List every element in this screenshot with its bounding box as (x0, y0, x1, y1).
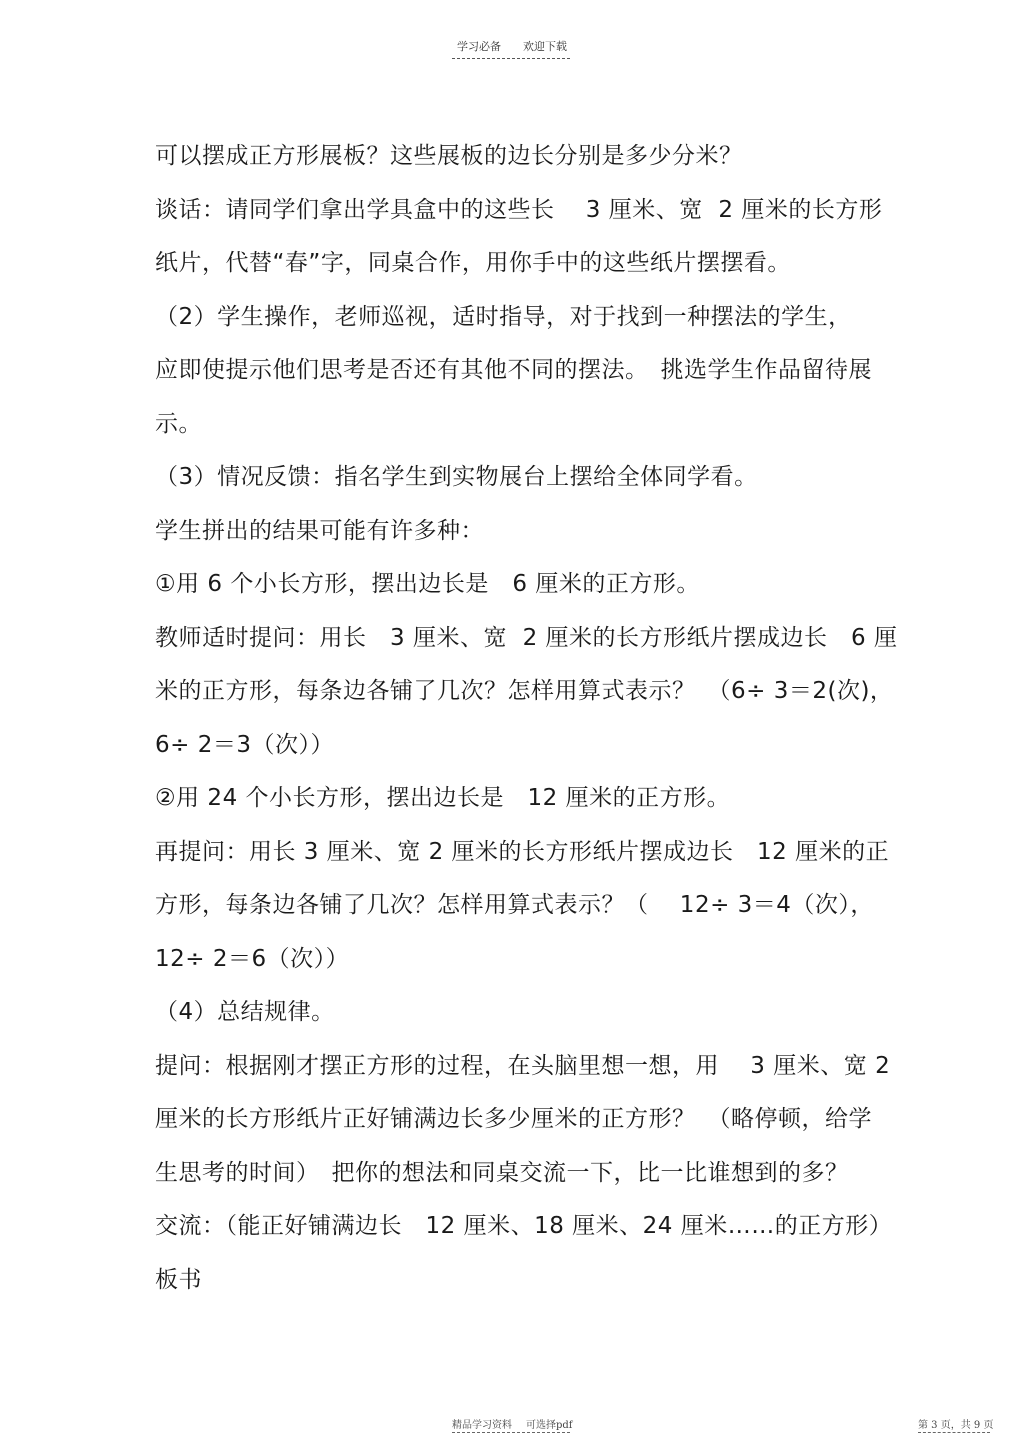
page-header (0, 38, 1024, 54)
text-line: 厘米的长方形纸片正好铺满边长多少厘米的正方形？ （略停顿，给学 (155, 1106, 872, 1132)
text-line: 12÷ 2＝6（次）） (155, 945, 350, 972)
text-line: 交流：（能正好铺满边长 12 厘米、18 厘米、24 厘米……的正方形） (155, 1213, 893, 1239)
text-line: 学生拼出的结果可能有许多种： (155, 517, 484, 544)
text-line: 教师适时提问：用长 3 厘米、宽 2 厘米的长方形纸片摆成边长 6 厘 (155, 624, 898, 651)
header-right-text: 欢迎下载 (523, 40, 567, 53)
text-line: ②用 24 个小长方形，摆出边长是 12 厘米的正方形。 (155, 785, 731, 811)
footer-divider-right (918, 1432, 990, 1433)
text-line: 谈话：请同学们拿出学具盒中的这些长 3 厘米、宽 2 厘米的长方形 (155, 196, 883, 223)
text-line: 6÷ 2＝3（次）） (155, 731, 334, 758)
text-line: 生思考的时间） 把你的想法和同桌交流一下，比一比谁想到的多？ (155, 1159, 849, 1186)
text-line: 米的正方形，每条边各铺了几次？怎样用算式表示？ （6÷ 3＝2(次)， (155, 678, 894, 704)
footer-left-text: 精品学习资料 (452, 1420, 512, 1431)
text-line: 可以摆成正方形展板？这些展板的边长分别是多少分米？ (155, 143, 743, 169)
text-line: 应即使提示他们思考是否还有其他不同的摆法。 挑选学生作品留待展 (155, 357, 872, 383)
footer-divider-left (452, 1432, 570, 1433)
text-line: 示。 (155, 410, 202, 437)
text-line: 提问：根据刚才摆正方形的过程，在头脑里想一想，用 3 厘米、宽 2 (155, 1052, 891, 1079)
text-line: 再提问：用长 3 厘米、宽 2 厘米的长方形纸片摆成边长 12 厘米的正 (155, 838, 890, 865)
text-line: ①用 6 个小长方形，摆出边长是 6 厘米的正方形。 (155, 571, 700, 597)
text-line: （2）学生操作，老师巡视，适时指导，对于找到一种摆法的学生， (155, 303, 852, 330)
text-line: （3）情况反馈：指名学生到实物展台上摆给全体同学看。 (155, 464, 758, 490)
text-line: （4）总结规律。 (155, 999, 335, 1025)
page-info: 第 3 页，共 9 页 (918, 1420, 994, 1431)
header-divider (452, 58, 570, 59)
text-line: 纸片，代替“春”字，同桌合作，用你手中的这些纸片摆摆看。 (155, 250, 791, 276)
header-left-text: 学习必备 (457, 40, 501, 53)
text-line: 板书 (155, 1266, 202, 1293)
footer-left (452, 1416, 573, 1431)
text-line: 方形，每条边各铺了几次？怎样用算式表示？（ 12÷ 3＝4（次）， (155, 892, 874, 918)
document-body (155, 130, 898, 1307)
footer-middle-text: 可选择pdf (526, 1420, 573, 1431)
